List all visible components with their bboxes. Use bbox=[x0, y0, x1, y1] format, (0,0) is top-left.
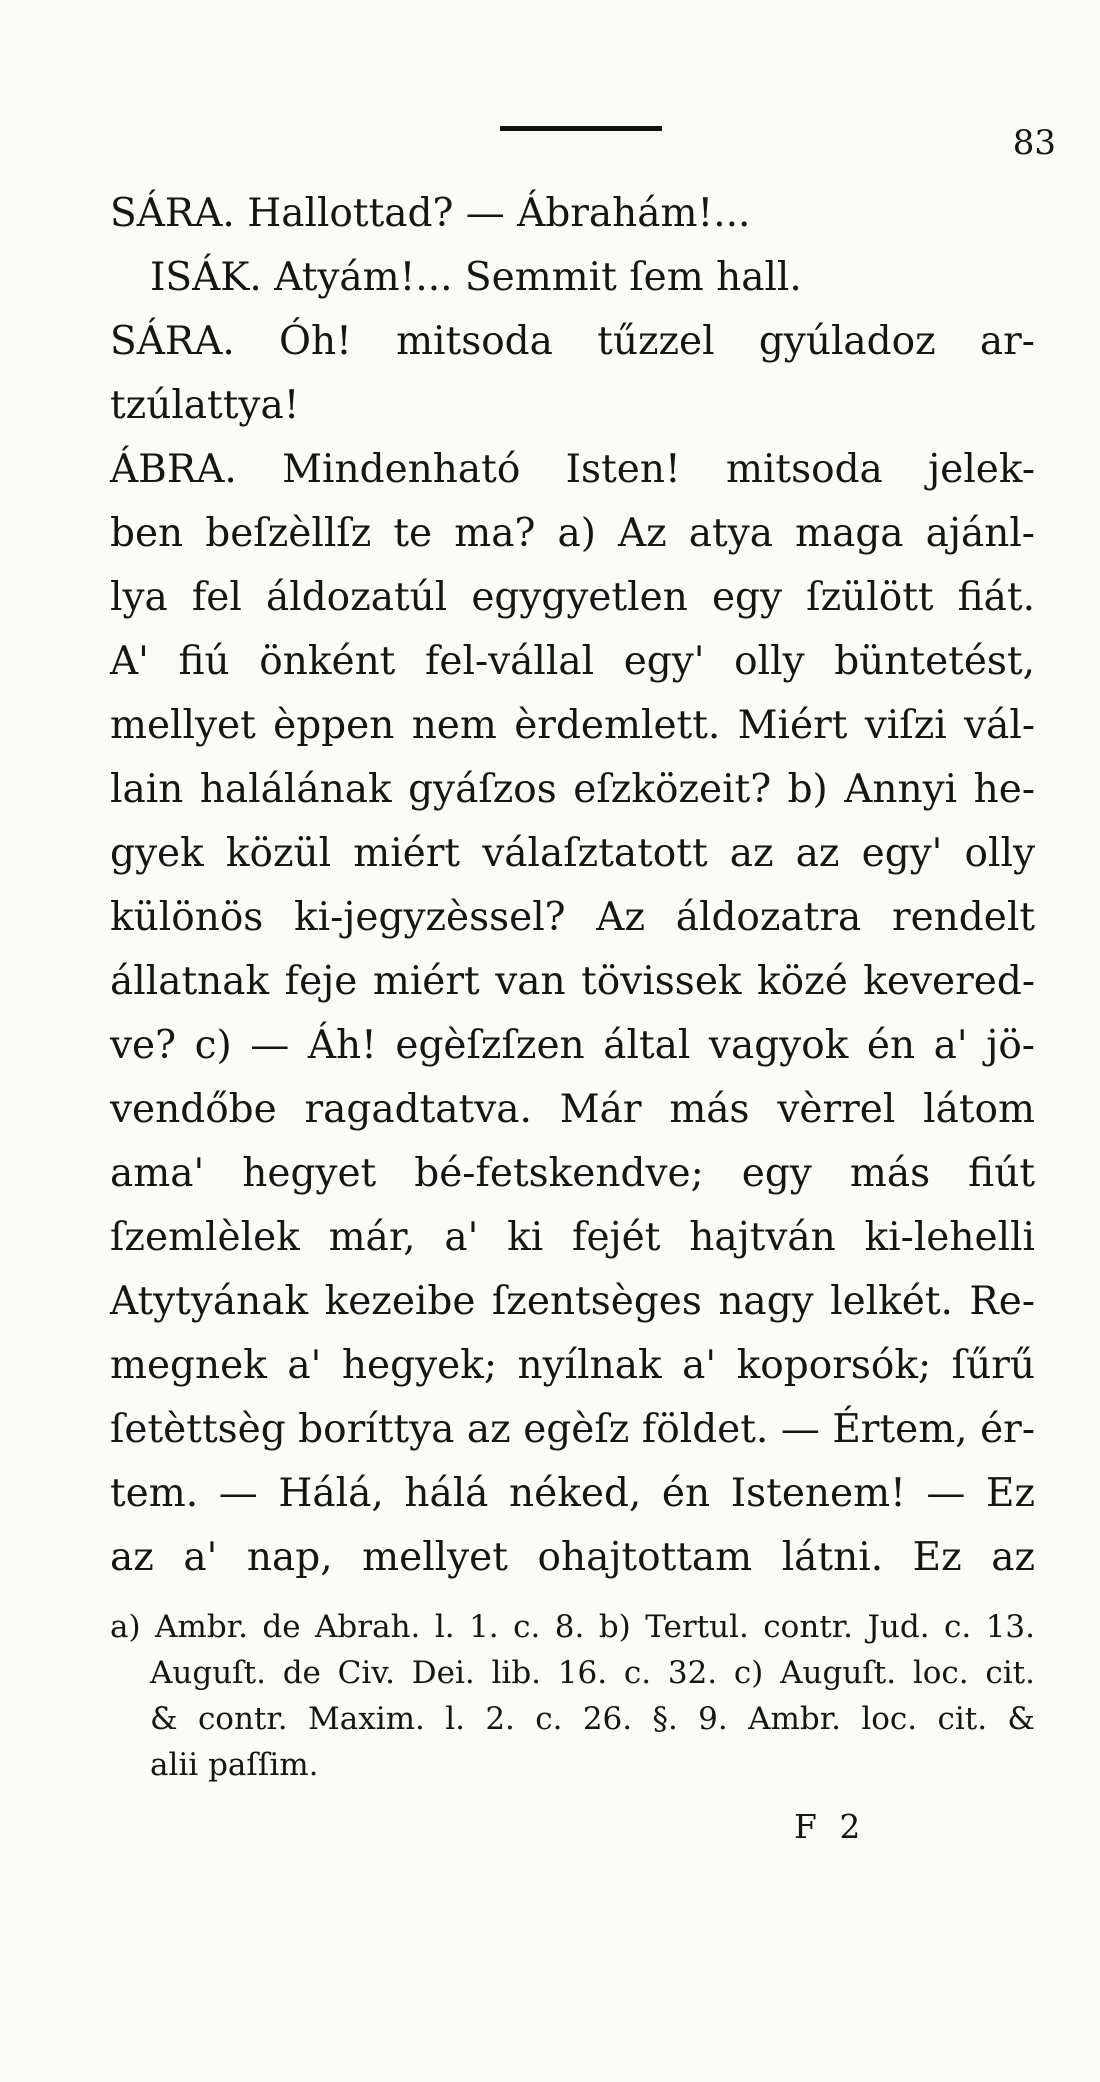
text-line: tem. — Hálá, hálá néked, én Istenem! — Ez bbox=[110, 1471, 1035, 1516]
text-line: SÁRA. Hallottad? — Ábrahám!... bbox=[110, 191, 751, 236]
text-line: tzúlattya! bbox=[110, 383, 300, 428]
printer-signature: F 2 bbox=[794, 1807, 867, 1846]
text-line: ama' hegyet bé-fetskendve; egy más fiút bbox=[110, 1151, 1035, 1196]
text-line: SÁRA. Óh! mitsoda tűzzel gyúladoz ar- bbox=[110, 319, 1035, 364]
footnote-line: alii paſſim. bbox=[150, 1747, 319, 1783]
text-line: ſetèttsèg boríttya az egèſz földet. — Értem, ér- bbox=[110, 1407, 1035, 1452]
footnote-line: Auguſt. de Civ. Dei. lib. 16. c. 32. c) Auguſt. loc. cit. bbox=[150, 1655, 1035, 1691]
text-line: az a' nap, mellyet ohajtottam látni. Ez az bbox=[110, 1535, 1035, 1580]
text-line: ISÁK. Atyám!... Semmit ſem hall. bbox=[150, 255, 802, 300]
text-line: különös ki-jegyzèssel? Az áldozatra rendelt bbox=[110, 895, 1035, 940]
footnote-line: a) Ambr. de Abrah. l. 1. c. 8. b) Tertul. contr. Jud. c. 13. bbox=[110, 1609, 1035, 1645]
text-line: ben beſzèllſz te ma? a) Az atya maga ajánl- bbox=[110, 511, 1035, 556]
text-line: mellyet èppen nem èrdemlett. Miért viſzi vál- bbox=[110, 703, 1035, 748]
footnotes bbox=[110, 1604, 1035, 1788]
text-line: lya fel áldozatúl egygyetlen egy ſzülött fiát. bbox=[110, 575, 1035, 620]
text-line: állatnak feje miért van tövissek közé kevered- bbox=[110, 959, 1035, 1004]
text-line: gyek közül miért válaſztatott az az egy' olly bbox=[110, 831, 1035, 876]
header-rule bbox=[500, 126, 662, 131]
dialogue-text bbox=[110, 182, 1035, 1590]
text-line: ÁBRA. Mindenható Isten! mitsoda jelek- bbox=[110, 447, 1035, 492]
text-line: ſzemlèlek már, a' ki fejét hajtván ki-lehelli bbox=[110, 1215, 1035, 1260]
text-line: lain halálának gyáſzos eſzközeit? b) Annyi he- bbox=[110, 767, 1035, 812]
footnote-line: & contr. Maxim. l. 2. c. 26. §. 9. Ambr. loc. cit. & bbox=[150, 1701, 1035, 1737]
page-number: 83 bbox=[1012, 123, 1056, 163]
text-line: ve? c) — Áh! egèſzſzen által vagyok én a' jö- bbox=[110, 1023, 1035, 1068]
text-line: Atytyának kezeibe ſzentsèges nagy lelkét. Re- bbox=[110, 1279, 1035, 1324]
text-line: megnek a' hegyek; nyílnak a' koporsók; ſűrű bbox=[110, 1343, 1035, 1388]
text-line: A' fiú önként fel-vállal egy' olly büntetést, bbox=[110, 639, 1035, 684]
text-line: vendőbe ragadtatva. Már más vèrrel látom bbox=[110, 1087, 1035, 1132]
